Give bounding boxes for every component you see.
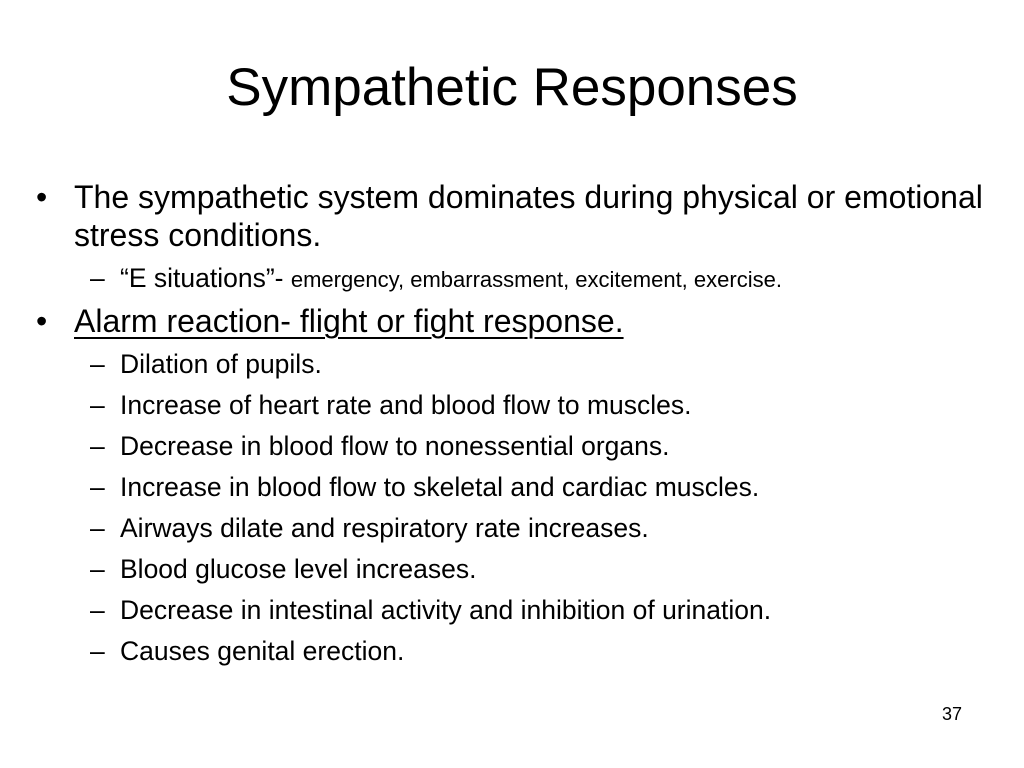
sub-item-text: Decrease in blood flow to nonessential organs.: [120, 431, 670, 461]
bullet-icon: •: [36, 303, 48, 339]
sub-item-lead: “E situations”-: [120, 263, 291, 293]
dash-icon: –: [90, 349, 105, 379]
sub-item-intestinal-activity: [36, 592, 996, 629]
sub-item-dilation-of-pupils: [36, 346, 996, 383]
sub-item-blood-glucose: [36, 551, 996, 588]
dash-icon: –: [90, 554, 105, 584]
dash-icon: –: [90, 513, 105, 543]
bullet-item-alarm-reaction: [36, 302, 996, 340]
dash-icon: –: [90, 431, 105, 461]
bullet-icon: •: [36, 179, 48, 215]
bullet-text: The sympathetic system dominates during physical or emotional stress conditions.: [74, 179, 983, 253]
sub-item-e-situations: [36, 260, 996, 298]
sub-item-detail: emergency, embarrassment, excitement, exercise.: [290, 267, 782, 292]
dash-icon: –: [90, 472, 105, 502]
bullet-text-underlined: Alarm reaction- flight or fight response.: [74, 303, 624, 339]
dash-icon: –: [90, 263, 105, 293]
sub-item-skeletal-cardiac: [36, 469, 996, 506]
dash-icon: –: [90, 595, 105, 625]
dash-icon: –: [90, 390, 105, 420]
bullet-item-sympathetic-system: [36, 178, 996, 254]
sub-item-text: Increase in blood flow to skeletal and cardiac muscles.: [120, 472, 760, 502]
sub-item-text: Dilation of pupils.: [120, 349, 322, 379]
sub-item-heart-rate: [36, 387, 996, 424]
sub-item-airways: [36, 510, 996, 547]
sub-item-text: Blood glucose level increases.: [120, 554, 477, 584]
page-number: 37: [941, 704, 962, 724]
sub-item-text: Airways dilate and respiratory rate increases.: [120, 513, 649, 543]
slide-title: Sympathetic Responses: [226, 58, 798, 117]
sub-item-text: Decrease in intestinal activity and inhibition of urination.: [120, 595, 772, 625]
sub-item-genital-erection: [36, 633, 996, 670]
sub-item-text: Causes genital erection.: [120, 636, 405, 666]
sub-item-nonessential-organs: [36, 428, 996, 465]
dash-icon: –: [90, 636, 105, 666]
sub-item-text: Increase of heart rate and blood flow to muscles.: [120, 390, 692, 420]
slide-body: [36, 178, 996, 674]
